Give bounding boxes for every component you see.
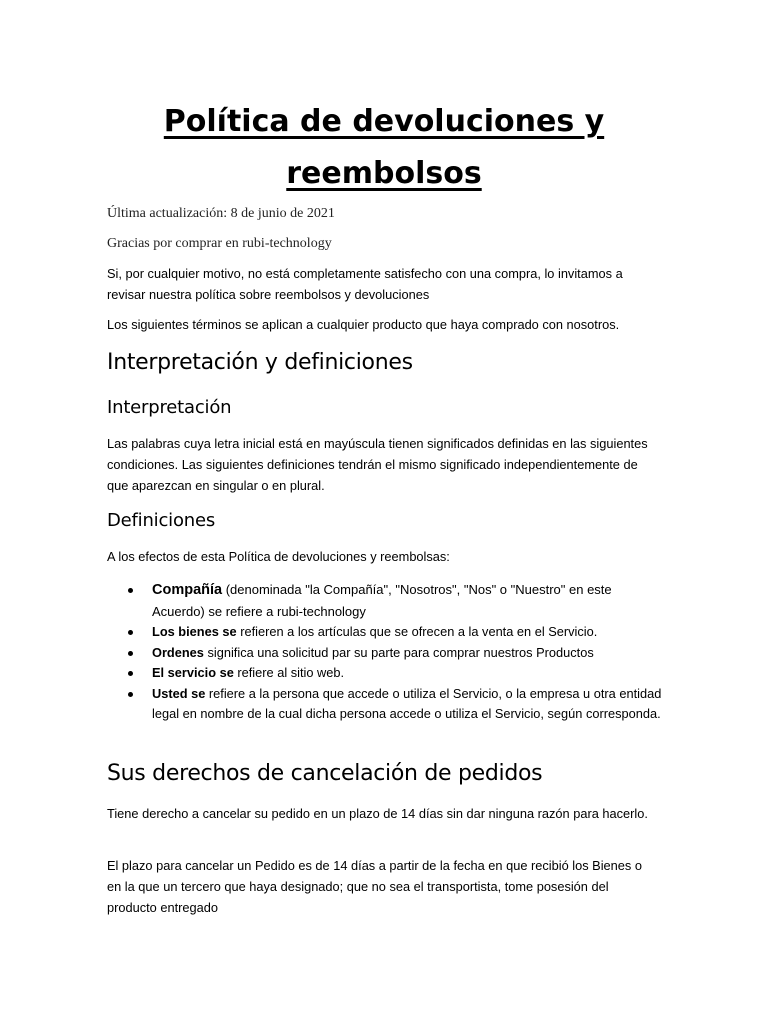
definition-term: El servicio se xyxy=(152,665,234,680)
interpretation-paragraph: Las palabras cuya letra inicial está en mayúscula tienen significados definidas en las siguientes condiciones. Las siguientes definiciones tendrán el mismo significado independientemente de que aparezcan en singular o en plural. xyxy=(107,436,648,493)
definitions-list xyxy=(107,579,667,725)
definition-term: Usted se xyxy=(152,685,206,701)
list-item xyxy=(107,622,667,643)
bullet-icon xyxy=(128,671,133,676)
bullet-icon xyxy=(128,651,133,656)
heading-definitions: Definiciones xyxy=(107,510,216,531)
definition-text: significa una solicitud par su parte para comprar nuestros Productos xyxy=(203,644,594,660)
heading-cancellation: Sus derechos de cancelación de pedidos xyxy=(107,761,543,786)
definitions-intro: A los efectos de esta Política de devoluciones y reembolsas: xyxy=(107,549,450,564)
list-item xyxy=(107,579,667,622)
document-title: Política de devoluciones y reembolsos xyxy=(163,104,605,191)
definition-term: Los bienes se xyxy=(152,624,237,639)
heading-interpretation-definitions: Interpretación y definiciones xyxy=(107,350,413,375)
definition-text: refiere al sitio web. xyxy=(233,665,345,680)
definition-term: Compañía xyxy=(152,582,223,598)
list-item xyxy=(107,643,667,664)
definition-text: refiere a la persona que accede o utiliza el Servicio, o la empresa u otra entidad legal en nombre de la cual dicha persona accede o utiliza el Servicio, según corresponda. xyxy=(152,685,662,721)
last-updated-text: Última actualización: 8 de junio de 2021 xyxy=(107,206,335,221)
terms-paragraph: Los siguientes términos se aplican a cualquier producto que haya comprado con nosotros. xyxy=(107,317,620,332)
thanks-text: Gracias por comprar en rubi-technology xyxy=(107,236,332,251)
bullet-icon xyxy=(128,588,133,593)
bullet-icon xyxy=(128,630,133,635)
definition-term: Ordenes xyxy=(152,644,204,660)
cancellation-paragraph-1: Tiene derecho a cancelar su pedido en un plazo de 14 días sin dar ninguna razón para hacerlo. xyxy=(107,806,648,821)
definition-text: refieren a los artículas que se ofrecen a la venta en el Servicio. xyxy=(236,624,598,639)
heading-interpretation: Interpretación xyxy=(107,397,232,418)
definition-text: (denominada "la Compañía", "Nosotros", "Nos" o "Nuestro" en este Acuerdo) se refiere a rubi-technology xyxy=(152,582,612,619)
intro-paragraph: Si, por cualquier motivo, no está completamente satisfecho con una compra, lo invitamos a revisar nuestra política sobre reembolsos y devoluciones xyxy=(107,266,623,302)
cancellation-paragraph-2: El plazo para cancelar un Pedido es de 14 días a partir de la fecha en que recibió los Bienes o en la que un tercero que haya designado; que no sea el transportista, tome posesión del producto entregado xyxy=(107,858,642,915)
bullet-icon xyxy=(128,692,133,697)
list-item xyxy=(107,684,667,725)
list-item xyxy=(107,663,667,684)
